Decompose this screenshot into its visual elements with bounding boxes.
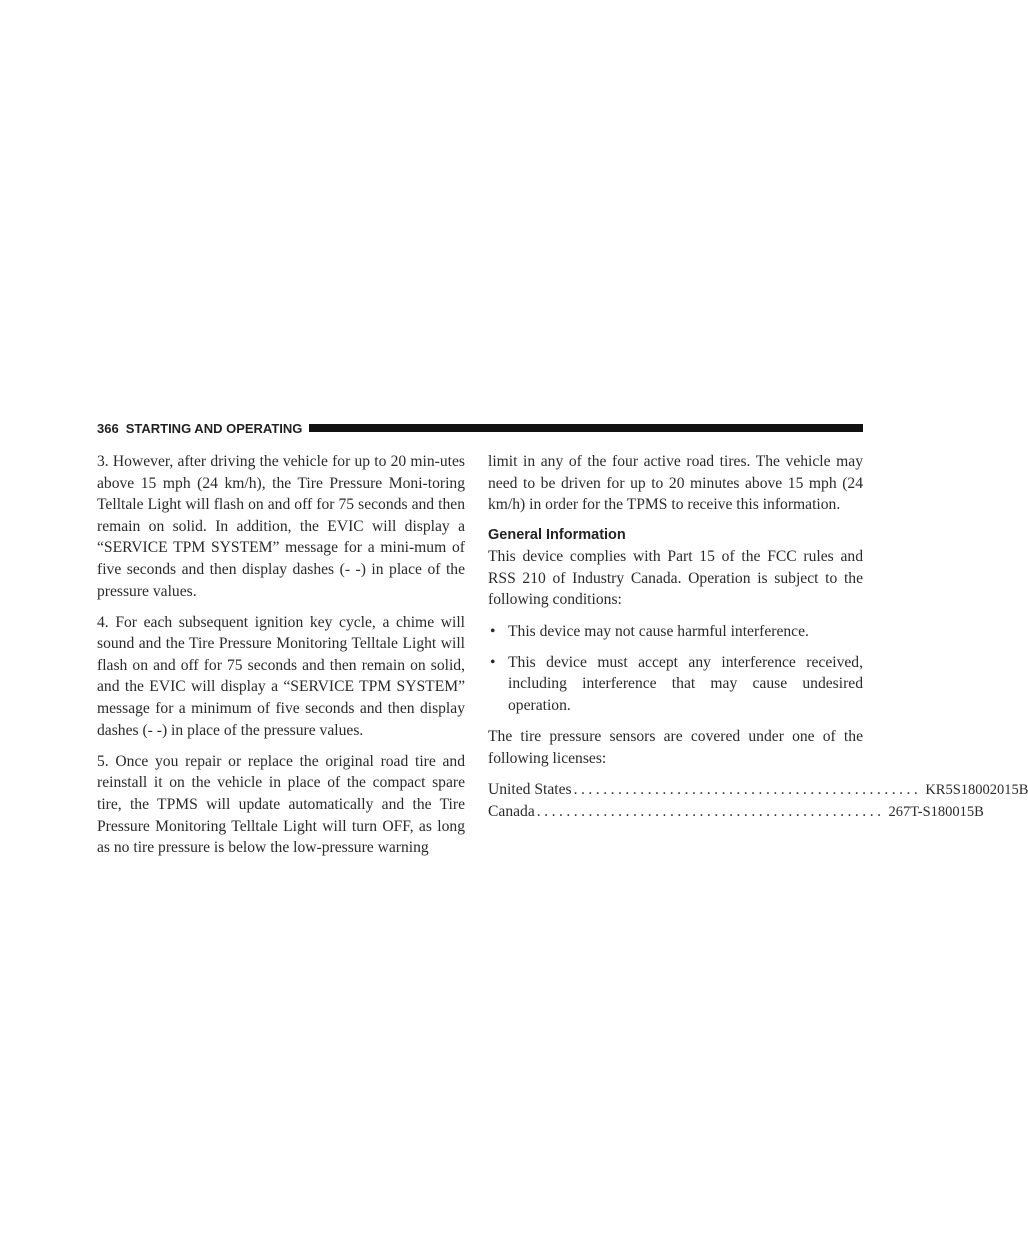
- left-column: [97, 451, 465, 868]
- license-code: KR5S18002015B: [925, 781, 1028, 798]
- right-column: [488, 451, 1028, 824]
- section-heading: General Information: [488, 527, 626, 544]
- page-number: 366: [97, 420, 119, 436]
- license-row-canada: [488, 801, 984, 824]
- paragraph-step-5: 5. Once you repair or replace the original road tire and reinstall it on the vehicle in place of the compact spare tire, the TPMS will update automatically and the Tire Pressure Monitoring Telltale Light will turn OFF, as long as no tire pressure is below the low-pressure warning: [97, 752, 465, 857]
- list-item: [488, 652, 863, 717]
- page-header: [97, 420, 863, 436]
- bullet-text: This device must accept any interference received, including interference that may cause undesired operation.: [508, 653, 863, 714]
- paragraph-fcc-intro: This device complies with Part 15 of the FCC rules and RSS 210 of Industry Canada. Operation is subject to the following conditions:: [488, 548, 863, 609]
- dot-leader: ...............................................: [573, 780, 922, 798]
- paragraph-step-4: 4. For each subsequent ignition key cycle, a chime will sound and the Tire Pressure Monitoring Telltale Light will flash on and off for 75 seconds and then remain on solid, and the EVIC will display a “SERVICE TPM SYSTEM” message for a minimum of five seconds and then display dashes (- -) in place of the pressure values.: [97, 613, 465, 739]
- bullet-icon: •: [490, 653, 496, 671]
- license-code: 267T-S180015B: [888, 804, 984, 821]
- paragraph-continuation: limit in any of the four active road tires. The vehicle may need to be driven for up to 20 minutes above 15 mph (24 km/h) in order for the TPMS to receive this information.: [488, 453, 863, 514]
- paragraph-step-3: 3. However, after driving the vehicle for up to 20 min-utes above 15 mph (24 km/h), the Tire Pressure Moni-toring Telltale Light will flash on and off for 75 seconds and then remain on solid. In addition, the EVIC will display a “SERVICE TPM SYSTEM” message for a mini-mum of five seconds and then display dashes (- -) in place of the pressure values.: [97, 453, 465, 600]
- dot-leader: ...............................................: [536, 803, 885, 821]
- license-country: Canada: [488, 803, 535, 821]
- license-country: United States: [488, 780, 572, 798]
- list-item: [488, 621, 863, 643]
- paragraph-licenses-intro: The tire pressure sensors are covered under one of the following licenses:: [488, 727, 863, 767]
- bullet-text: This device may not cause harmful interference.: [508, 622, 809, 640]
- bullet-icon: •: [490, 622, 496, 640]
- header-rule: [309, 424, 863, 432]
- license-row-us: [488, 779, 1028, 802]
- section-title: STARTING AND OPERATING: [125, 420, 303, 436]
